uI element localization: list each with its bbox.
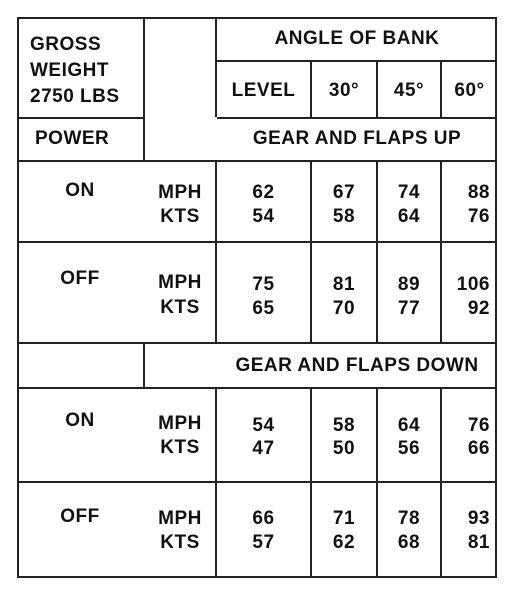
- section-title-gear-flaps-up: GEAR AND FLAPS UP: [252, 128, 462, 149]
- power-heading: POWER: [35, 128, 110, 149]
- cell-value: 92: [467, 298, 490, 319]
- cell-value: 89: [397, 274, 421, 295]
- units-kts: KTS: [160, 532, 200, 553]
- power-on-label: ON: [65, 410, 95, 431]
- rule-after-power-col: [143, 17, 145, 161]
- rule-under-angle-of-bank: [217, 60, 497, 62]
- cell-value: 78: [397, 508, 421, 529]
- units-kts: KTS: [160, 437, 200, 458]
- cell-value: 65: [252, 298, 275, 319]
- cell-value: 106: [456, 274, 490, 295]
- cell-value: 62: [252, 182, 275, 203]
- power-off-label: OFF: [60, 268, 100, 289]
- cell-value: 67: [332, 182, 356, 203]
- bank-angle-level: LEVEL: [231, 80, 296, 101]
- cell-value: 70: [332, 298, 356, 319]
- cell-value: 88: [467, 182, 490, 203]
- gross-weight-line2: WEIGHT: [30, 60, 109, 81]
- units-mph: MPH: [158, 508, 202, 529]
- cell-value: 47: [252, 438, 275, 459]
- cell-value: 54: [252, 415, 275, 436]
- cell-value: 54: [252, 206, 275, 227]
- rule-under-row2: [17, 342, 497, 344]
- cell-value: 62: [332, 532, 356, 553]
- bank-angle-30: 30°: [328, 80, 360, 101]
- cell-value: 58: [332, 206, 356, 227]
- angle-of-bank-heading: ANGLE OF BANK: [274, 28, 440, 49]
- power-off-label: OFF: [60, 506, 100, 527]
- units-kts: KTS: [160, 297, 200, 318]
- cell-value: 76: [467, 415, 490, 436]
- rule-under-header: [17, 117, 143, 119]
- gross-weight-line1: GROSS: [30, 34, 102, 55]
- cell-value: 64: [397, 206, 421, 227]
- rule-under-section2-title: [17, 387, 497, 389]
- cell-value: 57: [252, 532, 275, 553]
- cell-value: 74: [397, 182, 421, 203]
- units-kts: KTS: [160, 206, 200, 227]
- cell-value: 66: [252, 508, 275, 529]
- rule-under-row3: [17, 481, 497, 483]
- units-mph: MPH: [158, 272, 202, 293]
- cell-value: 56: [397, 438, 421, 459]
- rule-under-bank-angles: [217, 117, 497, 119]
- bank-angle-60: 60°: [454, 80, 485, 101]
- rule-after-power-col-lower: [143, 342, 145, 388]
- power-on-label: ON: [65, 180, 95, 201]
- rule-under-row1: [17, 241, 497, 243]
- section-title-gear-flaps-down: GEAR AND FLAPS DOWN: [235, 355, 479, 376]
- cell-value: 81: [467, 532, 490, 553]
- cell-value: 50: [332, 438, 356, 459]
- rule-under-section1-title: [17, 160, 497, 162]
- cell-value: 58: [332, 415, 356, 436]
- cell-value: 68: [397, 532, 421, 553]
- bank-angle-45: 45°: [393, 80, 425, 101]
- cell-value: 66: [467, 438, 490, 459]
- units-mph: MPH: [158, 182, 202, 203]
- gross-weight-line3: 2750 LBS: [30, 86, 120, 107]
- cell-value: 77: [397, 298, 421, 319]
- cell-value: 71: [332, 508, 356, 529]
- cell-value: 93: [467, 508, 490, 529]
- cell-value: 64: [397, 415, 421, 436]
- cell-value: 76: [467, 206, 490, 227]
- units-mph: MPH: [158, 413, 202, 434]
- cell-value: 81: [332, 274, 356, 295]
- cell-value: 75: [252, 274, 275, 295]
